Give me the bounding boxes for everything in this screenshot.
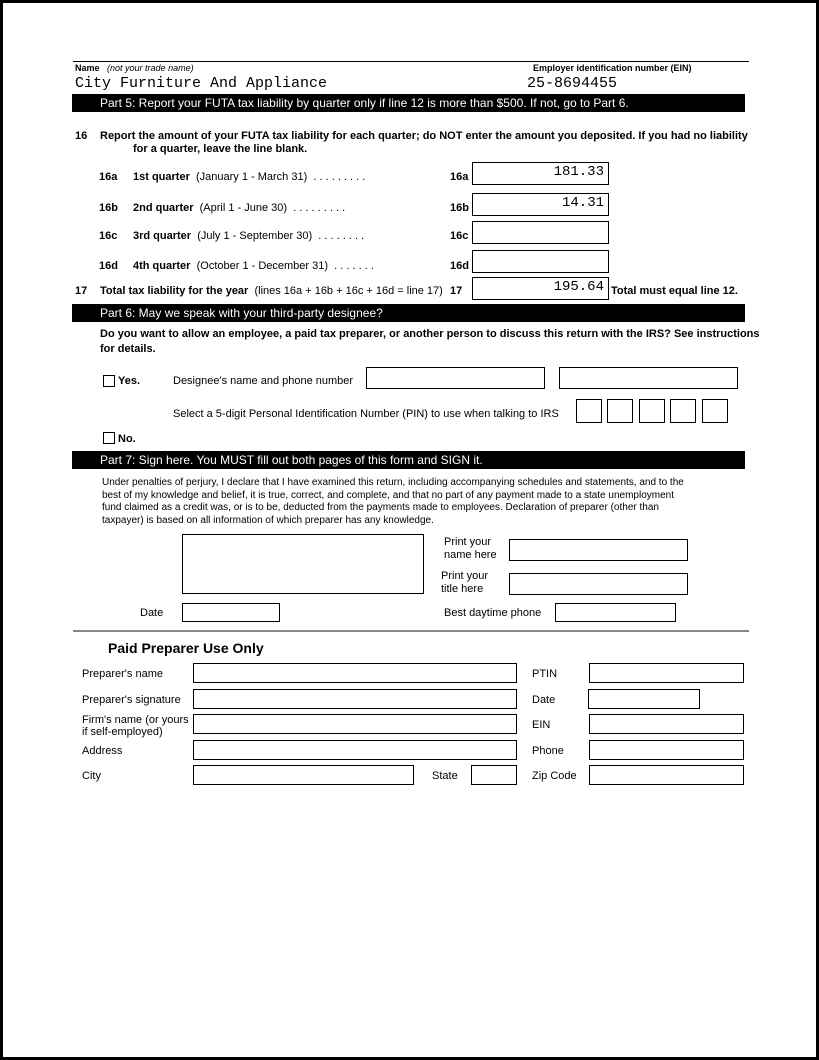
city-field[interactable]: [193, 765, 414, 785]
part6-header-bar: Part 6: May we speak with your third-party designee?: [72, 304, 745, 322]
q3-amount-field[interactable]: [472, 221, 609, 244]
q2-number: 16b: [99, 202, 118, 214]
print-title-label-line1: Print your: [441, 570, 489, 582]
preparer-date-label: Date: [532, 694, 556, 706]
firm-name-label-line1: Firm's name (or yours: [82, 714, 189, 726]
designee-yes-checkbox[interactable]: [103, 375, 115, 387]
pin-digit-4[interactable]: [670, 399, 696, 423]
declaration-line-1: Under penalties of perjury, I declare that I have examined this return, including accompanying schedules and statements, and to the: [102, 477, 684, 488]
part6-question-cont: for details.: [100, 343, 156, 355]
pin-digit-1[interactable]: [576, 399, 602, 423]
firm-name-field[interactable]: [193, 714, 517, 734]
pin-digit-2[interactable]: [607, 399, 633, 423]
address-field[interactable]: [193, 740, 517, 760]
city-label: City: [82, 770, 101, 782]
print-name-label: [444, 536, 497, 562]
print-name-field[interactable]: [509, 539, 688, 561]
q4-dots: . . . . . . .: [334, 260, 374, 272]
q1-range: (January 1 - March 31): [195, 171, 308, 183]
firm-name-label-line2: if self-employed): [82, 726, 163, 738]
preparer-divider: [73, 630, 749, 632]
header-top-rule: [73, 61, 749, 62]
preparer-section-title: Paid Preparer Use Only: [108, 640, 264, 656]
print-title-field[interactable]: [509, 573, 688, 595]
preparer-name-label: Preparer's name: [82, 668, 163, 680]
line17-formula: (lines 16a + 16b + 16c + 16d = line 17): [254, 285, 443, 297]
preparer-ein-label: EIN: [532, 719, 551, 731]
line17-number: 17: [75, 285, 88, 297]
q1-number: 16a: [99, 171, 118, 183]
preparer-date-field[interactable]: [588, 689, 700, 709]
zip-label: Zip Code: [532, 770, 577, 782]
preparer-ein-field[interactable]: [589, 714, 744, 734]
print-name-label-line2: name here: [444, 549, 497, 561]
q2-label-group: [133, 202, 345, 214]
ein-value[interactable]: 25-8694455: [527, 75, 618, 92]
state-field[interactable]: [471, 765, 517, 785]
ein-label: Employer identification number (EIN): [533, 63, 692, 73]
pin-digit-5[interactable]: [702, 399, 728, 423]
ptin-label: PTIN: [532, 668, 558, 680]
designee-no-checkbox[interactable]: [103, 432, 115, 444]
line17-note: Total must equal line 12.: [611, 285, 738, 297]
q1-label-group: [133, 171, 365, 183]
declaration-line-4: taxpayer) is based on all information of which preparer has any knowledge.: [102, 514, 434, 526]
state-label: State: [432, 770, 458, 782]
q1-code: 16a: [450, 171, 469, 183]
q3-number: 16c: [99, 230, 118, 242]
q2-amount-field[interactable]: [472, 193, 609, 216]
address-label: Address: [82, 745, 123, 757]
q4-range: (October 1 - December 31): [196, 260, 329, 272]
business-name-value[interactable]: City Furniture And Appliance: [75, 75, 328, 92]
q4-label: 4th quarter: [133, 260, 191, 272]
pin-label: Select a 5-digit Personal Identification Number (PIN) to use when talking to IRS: [173, 408, 559, 420]
q3-range: (July 1 - September 30): [197, 230, 313, 242]
designee-no-label: No.: [118, 433, 136, 445]
preparer-phone-field[interactable]: [589, 740, 744, 760]
sign-date-label: Date: [140, 607, 164, 619]
preparer-name-field[interactable]: [193, 663, 517, 683]
declaration-line-3: fund claimed as a credit was, or is to be, deducted from the payments made to employees. Declaration of preparer (other than: [102, 502, 659, 513]
q3-code: 16c: [450, 230, 469, 242]
q1-label: 1st quarter: [133, 171, 190, 183]
daytime-phone-label: Best daytime phone: [444, 607, 542, 619]
line17-label-group: [100, 285, 443, 297]
zip-field[interactable]: [589, 765, 744, 785]
sign-date-field[interactable]: [182, 603, 280, 622]
q2-dots: . . . . . . . . .: [293, 202, 346, 214]
ptin-field[interactable]: [589, 663, 744, 683]
designee-yes-label: Yes.: [118, 375, 141, 387]
signature-box[interactable]: [182, 534, 424, 594]
line16-number: 16: [75, 130, 88, 142]
print-name-label-line1: Print your: [444, 536, 492, 548]
name-note: (not your trade name): [107, 63, 194, 73]
perjury-declaration: [102, 477, 684, 527]
line17-total-field[interactable]: [472, 277, 609, 300]
line17-total-value: 195.64: [553, 279, 604, 295]
line17-label: Total tax liability for the year: [100, 285, 249, 297]
q2-label: 2nd quarter: [133, 202, 194, 214]
preparer-phone-label: Phone: [532, 745, 564, 757]
preparer-signature-label: Preparer's signature: [82, 694, 181, 706]
print-title-label: [441, 570, 488, 596]
q3-label-group: [133, 230, 364, 242]
part6-question: Do you want to allow an employee, a paid tax preparer, or another person to discuss this return with the IRS? See instructions: [100, 328, 760, 340]
declaration-line-2: best of my knowledge and belief, it is true, correct, and complete, and that no part of any payment made to a state unemployment: [102, 489, 674, 501]
part7-header-bar: Part 7: Sign here. You MUST fill out both pages of this form and SIGN it.: [72, 451, 745, 469]
q1-amount-field[interactable]: [472, 162, 609, 185]
q2-range: (April 1 - June 30): [199, 202, 288, 214]
q1-amount-value: 181.33: [553, 164, 604, 180]
q4-amount-field[interactable]: [472, 250, 609, 273]
q3-dots: . . . . . . . .: [318, 230, 365, 242]
name-label-group: [75, 63, 194, 73]
print-title-label-line2: title here: [441, 583, 484, 595]
line17-code: 17: [450, 285, 463, 297]
preparer-signature-field[interactable]: [193, 689, 517, 709]
designee-phone-field[interactable]: [559, 367, 738, 389]
part5-header-bar: Part 5: Report your FUTA tax liability by quarter only if line 12 is more than $500. If not, go to Part 6.: [72, 94, 745, 112]
name-label: Name: [75, 63, 100, 73]
pin-digit-3[interactable]: [639, 399, 665, 423]
line16-text-cont: for a quarter, leave the line blank.: [133, 143, 308, 155]
q1-dots: . . . . . . . . .: [313, 171, 366, 183]
q3-label: 3rd quarter: [133, 230, 192, 242]
q4-code: 16d: [450, 260, 469, 272]
daytime-phone-field[interactable]: [555, 603, 676, 622]
line16-text: Report the amount of your FUTA tax liability for each quarter; do NOT enter the amount you deposited. If you had no liability: [100, 130, 748, 142]
designee-name-field[interactable]: [366, 367, 545, 389]
q2-amount-value: 14.31: [561, 195, 604, 211]
q4-label-group: [133, 260, 374, 272]
designee-name-label: Designee's name and phone number: [173, 375, 354, 387]
firm-name-label: [82, 714, 189, 738]
q4-number: 16d: [99, 260, 118, 272]
q2-code: 16b: [450, 202, 469, 214]
